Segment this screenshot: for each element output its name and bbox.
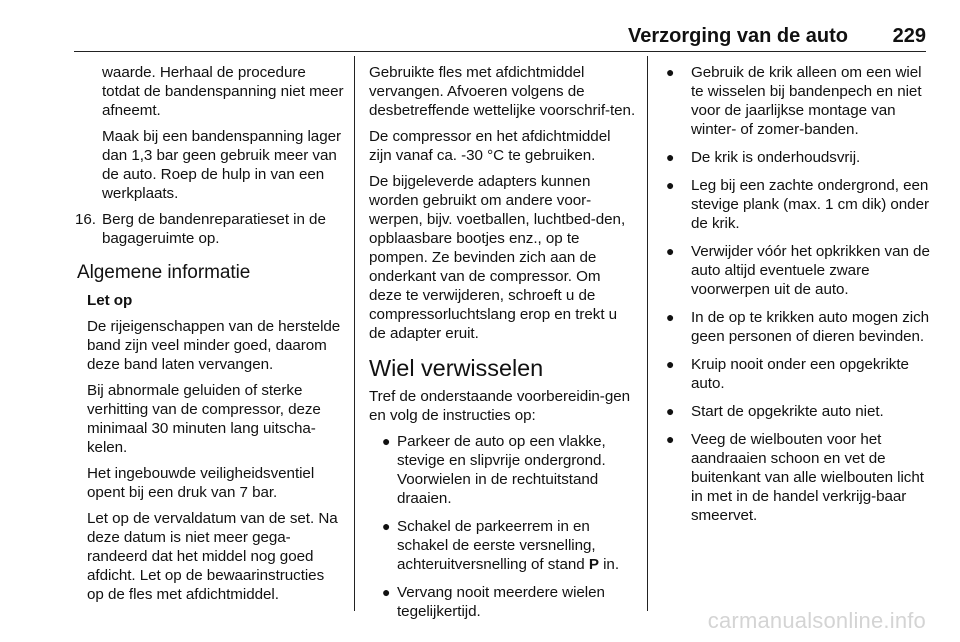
list-item-text: In de op te krikken auto mogen zich geen personen of dieren bevinden. <box>691 309 930 345</box>
jack-safety-list <box>663 63 933 525</box>
bullet-icon: ● <box>666 356 675 372</box>
intro-paragraph: Tref de onderstaande voorbereidin-gen en volg de instructies op: <box>369 388 631 424</box>
page-title: Verzorging van de auto <box>627 25 848 47</box>
paragraph-temperature: De compressor en het afdichtmiddel zijn vanaf ca. -30 °C te gebruiken. <box>369 128 611 164</box>
list-item-text-tail: in. <box>598 556 619 573</box>
list-item-text: Veeg de wielbouten voor het aandraaien schoon en vet de buitenkant van alle wielbouten licht in met in de handel verkrijg-baar smeervet. <box>691 431 924 524</box>
bullet-icon: ● <box>666 149 675 165</box>
section-heading-wheel-change: Wiel verwisselen <box>369 355 544 381</box>
page-number: 229 <box>892 25 926 47</box>
bullet-icon: ● <box>382 433 391 449</box>
list-item <box>369 517 637 574</box>
list-item <box>663 63 933 139</box>
note-paragraph-4: Let op de vervaldatum van de set. Na deze datum is niet meer gega-randeerd dat het middel nog goed afdicht. Let op de bewaarinstructies op de fles met afdichtmiddel. <box>87 510 338 603</box>
bullet-icon: ● <box>666 64 675 80</box>
header-rule <box>74 51 926 52</box>
list-item <box>663 242 933 299</box>
list-item <box>369 583 637 621</box>
page-header <box>0 0 960 52</box>
list-item <box>663 308 933 346</box>
paragraph-adapters: De bijgeleverde adapters kunnen worden gebruikt om andere voor-werpen, bijv. voetballen, luchtbed-den, opblaasbare bootjes enz., op te pompen. Ze bevinden zich aan de onderkant van de compressor. Om deze te verwijderen, schroeft u de compressorluchtslang erop en trekt u de adapter eruit. <box>369 173 626 342</box>
continued-paragraph-1: waarde. Herhaal de procedure totdat de bandenspanning niet meer afneemt. <box>102 64 344 119</box>
continued-paragraph-2: Maak bij een bandenspanning lager dan 1,3 bar geen gebruik meer van de auto. Roep de hulp in van een werkplaats. <box>102 128 341 202</box>
bullet-icon: ● <box>666 309 675 325</box>
paragraph-disposal: Gebruikte fles met afdichtmiddel vervangen. Afvoeren volgens de desbetreffende wettelijke voorschrif-ten. <box>369 64 636 119</box>
step-number: 16. <box>75 211 96 228</box>
bullet-icon: ● <box>666 431 675 447</box>
list-item-text: Vervang nooit meerdere wielen tegelijkertijd. <box>397 584 605 620</box>
list-item-text: Kruip nooit onder een opgekrikte auto. <box>691 356 909 392</box>
note-block <box>77 291 345 604</box>
preparation-list <box>369 432 637 621</box>
column-divider-2 <box>647 56 648 611</box>
bullet-icon: ● <box>666 177 675 193</box>
bullet-icon: ● <box>382 584 391 600</box>
list-item-text: Parkeer de auto op een vlakke, stevige en slipvrije ondergrond. Voorwielen in de rechtuitstand draaien. <box>397 433 606 507</box>
list-item-text: Schakel de parkeerrem in en schakel de eerste versnelling, achteruitversnelling of stand <box>397 518 596 573</box>
list-item-text: De krik is onderhoudsvrij. <box>691 149 861 166</box>
list-item-text: Gebruik de krik alleen om een wiel te wisselen bij bandenpech en niet voor de jaarlijkse montage van winter- of zomer-banden. <box>691 64 922 138</box>
bullet-icon: ● <box>666 403 675 419</box>
step-text: Berg de bandenreparatieset in de bagageruimte op. <box>102 211 326 247</box>
note-paragraph-3: Het ingebouwde veiligheidsventiel opent bij een druk van 7 bar. <box>87 465 315 501</box>
note-paragraph-1: De rijeigenschappen van de herstelde band zijn veel minder goed, daarom deze band laten vervangen. <box>87 318 341 373</box>
step-16 <box>77 210 345 248</box>
column-left <box>77 63 345 611</box>
bullet-icon: ● <box>382 518 391 534</box>
note-heading: Let op <box>87 292 133 309</box>
watermark: carmanualsonline.info <box>707 608 926 633</box>
section-heading-general-info: Algemene informatie <box>77 262 251 283</box>
column-divider-1 <box>354 56 355 611</box>
list-item-text: Start de opgekrikte auto niet. <box>691 403 884 420</box>
list-item-text: Leg bij een zachte ondergrond, een stevige plank (max. 1 cm dik) onder de krik. <box>691 177 929 232</box>
gear-position-p: P <box>588 556 599 573</box>
list-item <box>663 402 933 421</box>
column-middle <box>369 63 637 630</box>
list-item <box>663 430 933 525</box>
list-item <box>663 355 933 393</box>
column-right <box>663 63 933 534</box>
list-item <box>663 148 933 167</box>
list-item <box>369 432 637 508</box>
list-item-text: Verwijder vóór het opkrikken van de auto altijd eventuele zware voorwerpen uit de auto. <box>691 243 930 298</box>
note-paragraph-2: Bij abnormale geluiden of sterke verhitting van de compressor, deze minimaal 30 minuten lang uitscha-kelen. <box>87 382 321 456</box>
list-item <box>663 176 933 233</box>
bullet-icon: ● <box>666 243 675 259</box>
